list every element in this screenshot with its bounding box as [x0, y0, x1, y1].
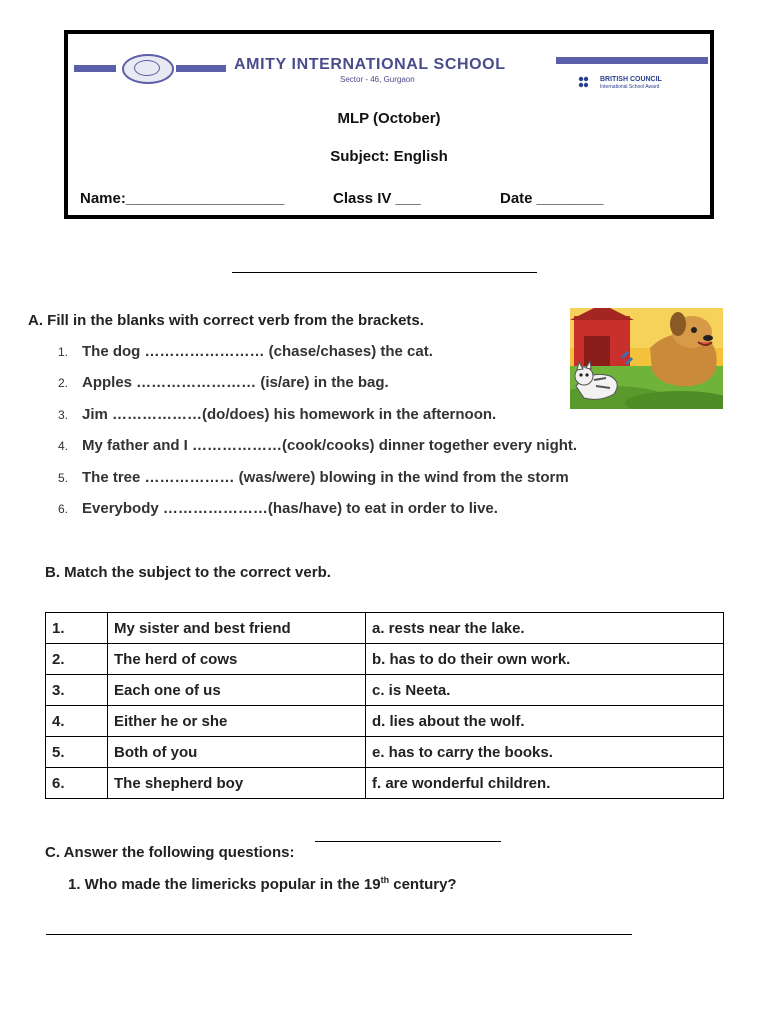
british-council-label: BRITISH COUNCIL [600, 76, 662, 83]
subject-cell: My sister and best friend [108, 613, 366, 644]
table-row [46, 768, 724, 799]
item-number: 2. [58, 376, 69, 390]
item-text: My father and I ………………(cook/cooks) dinner together every night. [82, 437, 578, 454]
verb-cell: d. lies about the wolf. [366, 706, 724, 737]
table-row [46, 737, 724, 768]
list-item [58, 343, 433, 360]
school-name: AMITY INTERNATIONAL SCHOOL [234, 56, 506, 73]
question-1 [68, 875, 457, 893]
table-row [46, 644, 724, 675]
banner-stripe [556, 57, 708, 64]
section-a-title: A. Fill in the blanks with correct verb from the brackets. [28, 312, 424, 329]
subject-cell: Each one of us [108, 675, 366, 706]
verb-cell: a. rests near the lake. [366, 613, 724, 644]
verb-cell: f. are wonderful children. [366, 768, 724, 799]
list-item [58, 374, 389, 391]
section-c-title: C. Answer the following questions: [45, 844, 295, 861]
subject-cell: The herd of cows [108, 644, 366, 675]
table-row [46, 706, 724, 737]
name-field: Name:___________________ [80, 190, 285, 207]
verb-cell: b. has to do their own work. [366, 644, 724, 675]
item-number: 3. [58, 408, 69, 422]
section-b-title: B. Match the subject to the correct verb. [45, 564, 331, 581]
list-item [58, 437, 577, 454]
verb-cell: c. is Neeta. [366, 675, 724, 706]
subject-label: Subject: English [330, 148, 448, 165]
row-number: 6. [46, 768, 108, 799]
header-box [64, 30, 714, 219]
row-number: 4. [46, 706, 108, 737]
row-number: 5. [46, 737, 108, 768]
subject-cell: The shepherd boy [108, 768, 366, 799]
divider-line [232, 272, 537, 273]
question-text-end: century? [389, 876, 457, 893]
list-item [58, 500, 498, 517]
list-item [58, 469, 569, 486]
item-number: 1. [58, 345, 69, 359]
school-sector: Sector - 46, Gurgaon [340, 75, 415, 84]
divider-line [315, 841, 501, 842]
answer-line [46, 934, 632, 935]
item-number: 6. [58, 502, 69, 516]
row-number: 2. [46, 644, 108, 675]
subject-cell: Both of you [108, 737, 366, 768]
class-field: Class IV ___ [333, 190, 421, 207]
banner-stripe [74, 65, 116, 72]
british-council-logo-icon [578, 76, 596, 88]
subject-cell: Either he or she [108, 706, 366, 737]
match-table [45, 612, 724, 799]
british-council-sub: International School Award [600, 84, 660, 90]
question-text: 1. Who made the limericks popular in the 19 [68, 876, 381, 893]
item-text: Jim ………………(do/does) his homework in the afternoon. [82, 406, 497, 423]
row-number: 3. [46, 675, 108, 706]
item-number: 4. [58, 439, 69, 453]
item-number: 5. [58, 471, 69, 485]
list-item [58, 406, 496, 423]
item-text: The dog …………………… (chase/chases) the cat. [82, 343, 433, 360]
item-text: Everybody …………………(has/have) to eat in order to live. [82, 500, 498, 517]
worksheet-title: MLP (October) [337, 110, 441, 127]
date-field: Date ________ [500, 190, 604, 207]
table-row [46, 613, 724, 644]
row-number: 1. [46, 613, 108, 644]
item-text: Apples …………………… (is/are) in the bag. [82, 374, 389, 391]
item-text: The tree ……………… (was/were) blowing in the wind from the storm [82, 469, 569, 486]
banner-stripe [176, 65, 226, 72]
dog-chasing-cat-illustration [570, 308, 723, 409]
verb-cell: e. has to carry the books. [366, 737, 724, 768]
table-row [46, 675, 724, 706]
school-logo-inner [134, 60, 160, 76]
ordinal-suffix: th [380, 875, 390, 885]
